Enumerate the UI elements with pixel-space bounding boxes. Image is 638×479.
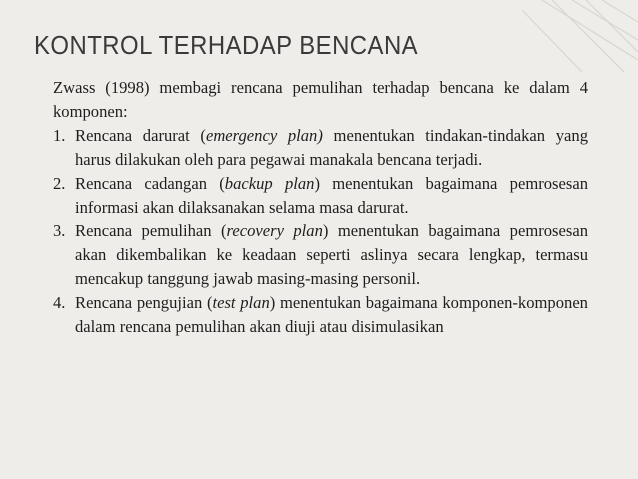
- item-text: [75, 174, 588, 217]
- item-text-start: Rencana cadangan (: [75, 173, 225, 193]
- item-text-start: Rencana pemulihan (: [75, 221, 227, 241]
- item-number: 3.: [53, 221, 66, 241]
- item-number: 4.: [53, 293, 66, 313]
- list-item: [53, 219, 588, 291]
- list-item: [53, 291, 588, 339]
- intro-paragraph: Zwass (1998) membagi rencana pemulihan terhadap bencana ke dalam 4 komponen:: [53, 78, 588, 121]
- item-text-start: Rencana pengujian (: [75, 293, 213, 313]
- slide-body: [53, 76, 588, 339]
- item-text: [75, 126, 588, 169]
- item-text-end: menentukan tindakan-tindakan yang harus dilakukan oleh para pegawai manakala bencana terjadi.: [75, 125, 589, 169]
- item-text-start: Rencana darurat (: [75, 125, 206, 145]
- item-text: [75, 293, 588, 336]
- item-text-end: ) menentukan bagaimana pemrosesan akan dikembalikan ke keadaan seperti aslinya secara lengkap, termasu mencakup tanggung jawab masing-masing personil.: [75, 221, 588, 289]
- item-text: [75, 221, 588, 288]
- slide-title: KONTROL TERHADAP BENCANA: [34, 30, 419, 60]
- item-number: 1.: [53, 125, 66, 145]
- item-text-end: ) menentukan bagaimana pemrosesan informasi akan dilaksanakan selama masa darurat.: [75, 173, 588, 217]
- item-term: test plan: [212, 293, 270, 313]
- item-text-end: ) menentukan bagaimana komponen-komponen dalam rencana pemulihan akan diuji atau disimulasikan: [75, 293, 588, 337]
- component-list: [53, 124, 588, 339]
- corner-decoration: [522, 0, 638, 72]
- item-term: backup plan: [224, 173, 315, 193]
- item-number: 2.: [53, 173, 66, 193]
- list-item: [53, 172, 588, 220]
- item-term: recovery plan: [226, 221, 323, 241]
- item-term: emergency plan): [205, 125, 323, 145]
- list-item: [53, 124, 588, 172]
